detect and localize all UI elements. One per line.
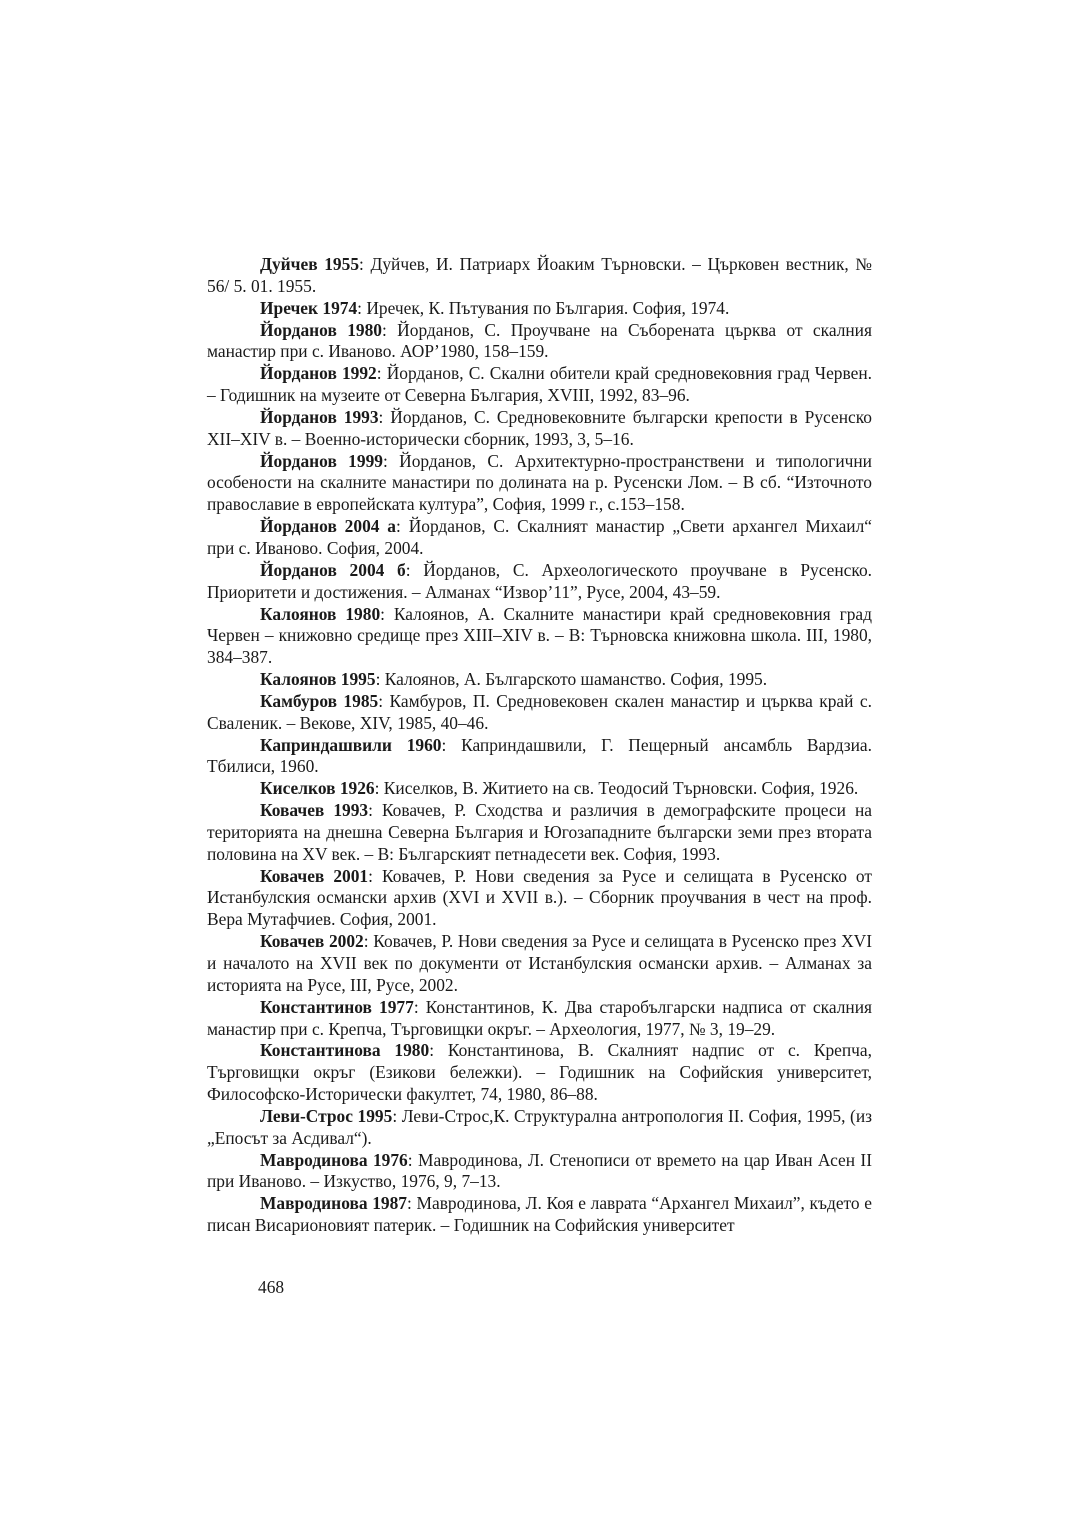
- bibliography-entry-yordanov-2004b: [207, 560, 872, 604]
- entry-text: : Дуйчев, И. Патриарх Йоаким Търновски. – Църковен вестник, № 56/ 5. 01. 1955.: [207, 254, 872, 296]
- entry-key: Йорданов 1992: [260, 363, 377, 384]
- entry-key: Каприндашвили 1960: [260, 734, 442, 755]
- entry-key: Йорданов 2004 б: [260, 559, 406, 580]
- entry-text: : Ковачев, Р. Нови сведения за Русе и селищата в Русенско от Истанбулския османски архив (XVI и XVII в.). – Сборник проучвания в чест на проф. Вера Мутафчиев. София, 2001.: [207, 865, 872, 930]
- bibliography-entry-irechek-1974: [207, 298, 872, 320]
- bibliography-entry-kovachev-1993: [207, 800, 872, 866]
- entry-text: : Константинова, В. Скалният надпис от с. Крепча, Търговищки окръг (Езикови бележки). – Годишник на Софийския университет, Философско-Исторически факултет, 74, 1980, 86–88.: [207, 1040, 872, 1105]
- entry-text: : Каприндашвили, Г. Пещерный ансамбль Вардзиа. Тбилиси, 1960.: [207, 734, 872, 777]
- entry-key: Леви-Строс 1995: [260, 1105, 393, 1126]
- bibliography-entry-yordanov-1980: [207, 320, 872, 364]
- bibliography-entry-kovachev-2002: [207, 931, 872, 997]
- bibliography-entry-konstantinova-1980: [207, 1040, 872, 1106]
- entry-text: : Киселков, В. Житието на св. Теодосий Търновски. София, 1926.: [374, 778, 859, 799]
- bibliography-entry-kaprindashvili-1960: [207, 735, 872, 779]
- bibliography-entry-levi-strauss-1995: [207, 1106, 872, 1150]
- entry-text: : Мавродинова, Л. Стенописи от времето на цар Иван Асен II при Иваново. – Изкуство, 1976, 9, 7–13.: [207, 1149, 873, 1192]
- entry-key: Киселков 1926: [260, 778, 375, 799]
- entry-key: Константинов 1977: [260, 996, 414, 1017]
- entry-key: Камбуров 1985: [260, 690, 379, 711]
- entry-text: : Йорданов, С. Скални обители край средновековния град Червен. – Годишник на музеите от Северна България, XVIII, 1992, 83–96.: [207, 363, 872, 406]
- entry-key: Ковачев 2002: [260, 931, 364, 952]
- entry-text: : Йорданов, С. Скалният манастир „Свети архангел Михаил“ при с. Иваново. София, 2004.: [207, 516, 872, 558]
- entry-text: : Йорданов, С. Проучване на Съборената църква от скалния манастир при с. Иваново. АОР’1980, 158–159.: [207, 319, 872, 362]
- entry-key: Иречек 1974: [260, 297, 358, 318]
- entry-text: : Ковачев, Р. Сходства и различия в демографските процеси на територията на днешна Северна България и Югозападните български земи през втората половина на XV век. – В: Българският петнадесети век. София, 1993.: [207, 800, 872, 864]
- entry-key: Дуйчев 1955: [260, 254, 360, 274]
- entry-key: Йорданов 1993: [260, 406, 379, 427]
- page-number: 468: [258, 1277, 285, 1297]
- bibliography-entry-kamburov-1985: [207, 691, 872, 735]
- entry-key: Йорданов 1980: [260, 319, 382, 340]
- entry-text: : Йорданов, С. Археологическото проучване в Русенско. Приоритети и достижения. – Алманах “Извор’11”, Русе, 2004, 43–59.: [207, 559, 872, 602]
- entry-key: Константинова 1980: [260, 1040, 430, 1061]
- bibliography-entry-mavrodinova-1976: [207, 1150, 872, 1194]
- entry-key: Ковачев 1993: [260, 800, 369, 821]
- entry-key: Калоянов 1980: [260, 603, 381, 624]
- entry-text: : Мавродинова, Л. Коя е лаврата “Архангел Михаил”, където е писан Висарионовият патерик. – Годишник на Софийския университет: [207, 1193, 872, 1236]
- bibliography-entry-kaloyanov-1980: [207, 604, 872, 670]
- entry-text: : Камбуров, П. Средновековен скален манастир и църква край с. Сваленик. – Векове, XIV, 1985, 40–46.: [207, 690, 872, 733]
- entry-key: Йорданов 1999: [260, 450, 383, 471]
- entry-key: Калоянов 1995: [260, 669, 376, 690]
- bibliography-entry-yordanov-2004a: [207, 516, 872, 560]
- entry-text: : Леви-Строс,К. Структурална антропология II. София, 1995, (из „Епосът за Асдивал“).: [207, 1105, 872, 1148]
- bibliography-entry-kiselkov-1926: [207, 778, 872, 800]
- entry-key: Ковачев 2001: [260, 865, 369, 886]
- bibliography-entry-kovachev-2001: [207, 866, 872, 932]
- entry-text: : Константинов, К. Два старобългарски надписа от скалния манастир при с. Крепча, Търговищки окръг. – Археология, 1977, № 3, 19–29.: [207, 996, 872, 1039]
- bibliography-entry-yordanov-1993: [207, 407, 872, 451]
- entry-text: : Ковачев, Р. Нови сведения за Русе и селищата в Русенско през XVI и началото на XVII век по документи от Истанбулския османски архив. – Алманах за историята на Русе, III, Русе, 2002.: [207, 931, 872, 995]
- entry-text: : Калоянов, А. Българското шаманство. София, 1995.: [375, 669, 768, 690]
- bibliography-entry-duychev-1955: [207, 254, 872, 298]
- bibliography-entry-mavrodinova-1987: [207, 1193, 872, 1237]
- bibliography-list: [207, 254, 872, 1237]
- entry-key: Мавродинова 1987: [260, 1193, 408, 1214]
- bibliography-entry-yordanov-1992: [207, 363, 872, 407]
- entry-key: Йорданов 2004 а: [260, 516, 397, 537]
- entry-text: : Йорданов, С. Средновековните български крепости в Русенско XII–XIV в. – Военно-исторически сборник, 1993, 3, 5–16.: [207, 406, 872, 449]
- bibliography-entry-konstantinov-1977: [207, 997, 872, 1041]
- entry-text: : Йорданов, С. Архитектурно-пространствени и типологични особености на скалните манастири по долината на р. Русенски Лом. – В сб. “Източното православие в европейската култура”, София, 1999 г., с.153–158.: [207, 450, 872, 515]
- entry-key: Мавродинова 1976: [260, 1149, 408, 1170]
- entry-text: : Иречек, К. Пътувания по България. София, 1974.: [357, 297, 730, 318]
- entry-text: : Калоянов, А. Скалните манастири край средновековния град Червен – книжовно средище през XIII–XIV в. – В: Търновска книжовна школа. III, 1980, 384–387.: [207, 603, 873, 668]
- bibliography-entry-yordanov-1999: [207, 451, 872, 517]
- bibliography-entry-kaloyanov-1995: [207, 669, 872, 691]
